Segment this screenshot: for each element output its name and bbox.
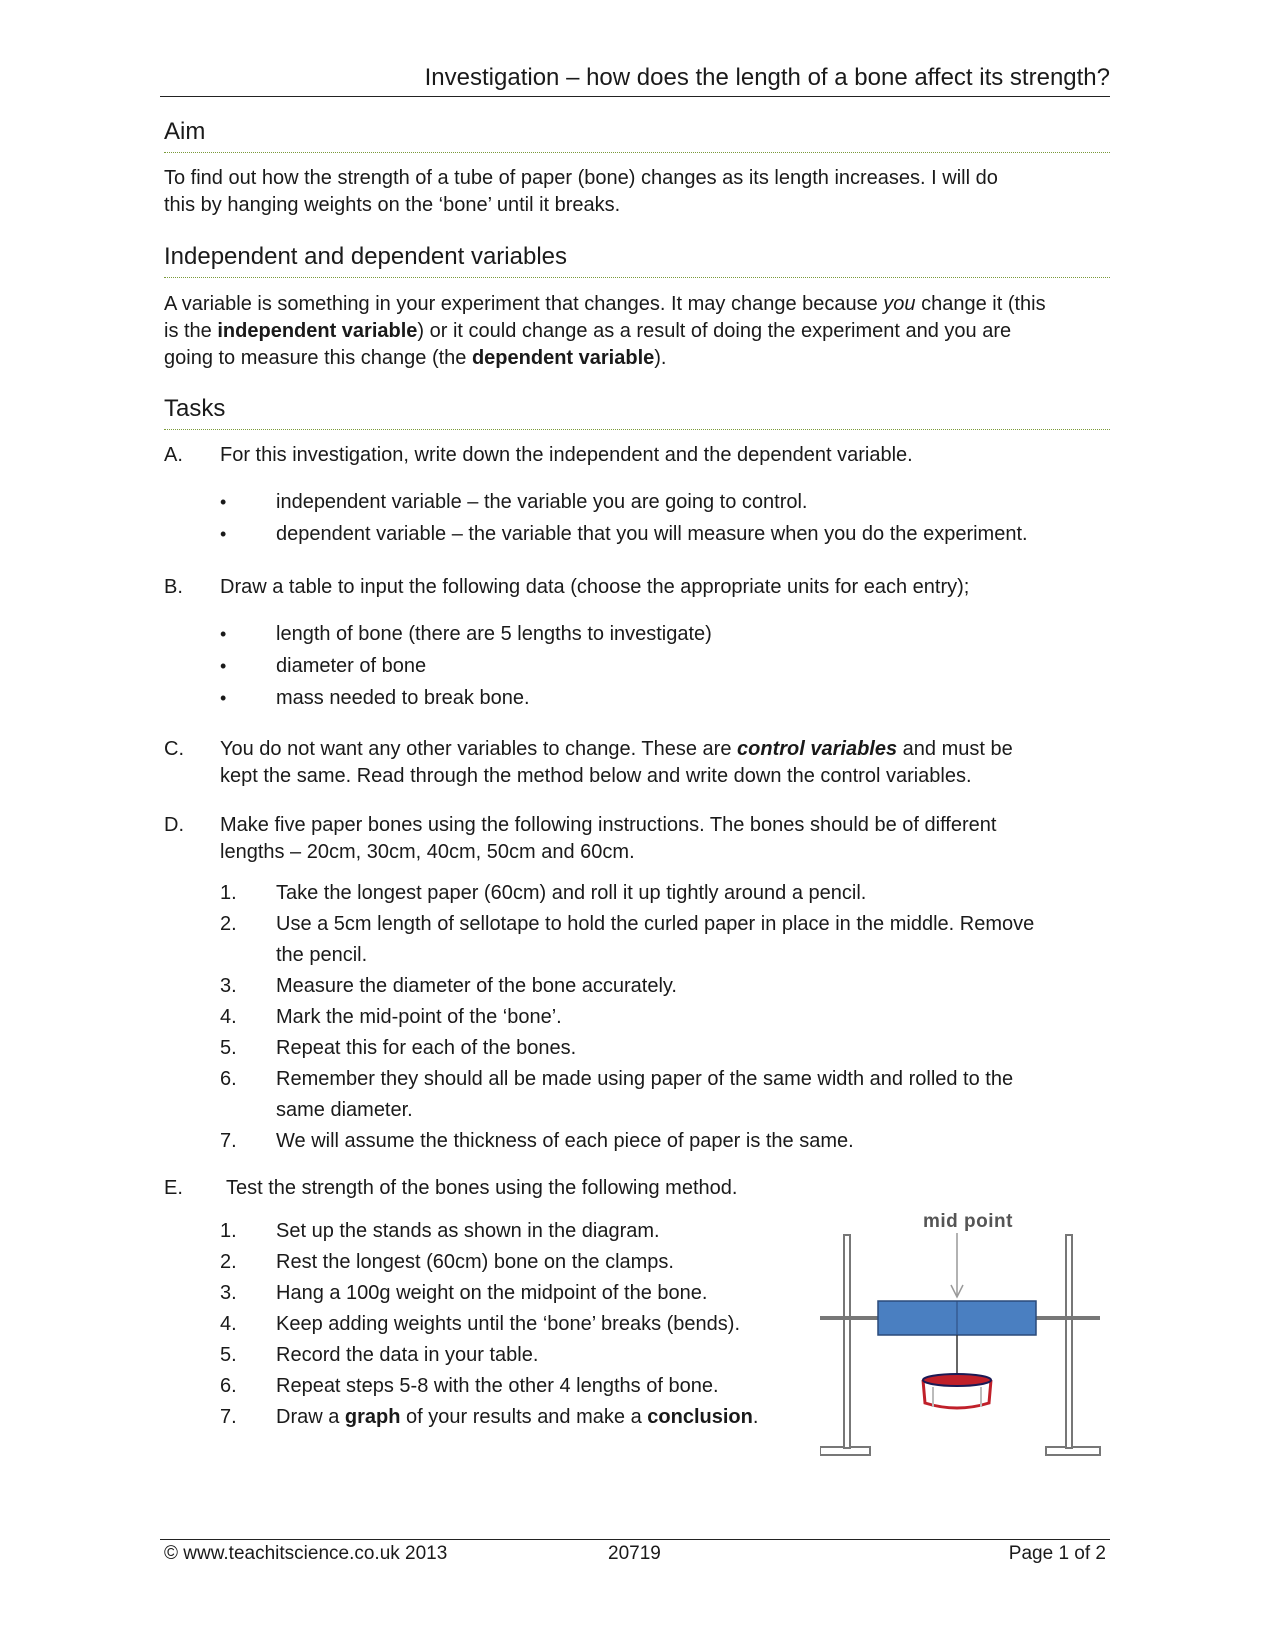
right-stand-rod bbox=[1066, 1235, 1072, 1448]
list-item: 7. Draw a graph of your results and make a conclusion. bbox=[220, 1406, 759, 1428]
list-item: • independent variable – the variable you are going to control. bbox=[212, 486, 1112, 518]
list-item: 2. Use a 5cm length of sellotape to hold the curled paper in place in the middle. Remove the pencil. bbox=[220, 913, 1035, 966]
task-a-bullets bbox=[212, 486, 1112, 550]
list-item: • length of bone (there are 5 lengths to investigate) bbox=[212, 618, 1112, 650]
variables-text bbox=[164, 291, 1110, 372]
graph-term: graph bbox=[344, 1406, 401, 1428]
page-number: Page 1 of 2 bbox=[1008, 1543, 1106, 1564]
list-item: 3. Hang a 100g weight on the midpoint of the bone. bbox=[220, 1282, 708, 1304]
page-footer bbox=[160, 1539, 1110, 1571]
list-item: 6. Remember they should all be made using paper of the same width and rolled to the same diameter. bbox=[220, 1068, 1014, 1121]
list-item: 4. Keep adding weights until the ‘bone’ breaks (bends). bbox=[220, 1313, 741, 1335]
dependent-variable-term: dependent variable bbox=[471, 347, 655, 369]
aim-text-line: To find out how the strength of a tube of paper (bone) changes as its length increases. I will do bbox=[164, 167, 998, 189]
aim-text-line: this by hanging weights on the ‘bone’ until it breaks. bbox=[164, 194, 621, 216]
task-d-steps bbox=[212, 878, 1112, 1157]
variables-text-line: is the independent variable) or it could change as a result of doing the experiment and you are bbox=[164, 320, 1012, 342]
task-text: Draw a table to input the following data (choose the appropriate units for each entry); bbox=[220, 576, 970, 598]
task-text: Test the strength of the bones using the following method. bbox=[226, 1177, 738, 1199]
list-item: 5. Repeat this for each of the bones. bbox=[220, 1037, 577, 1059]
task-e bbox=[164, 1175, 1110, 1202]
list-item: • dependent variable – the variable that you will measure when you do the experiment. bbox=[212, 518, 1112, 550]
apparatus-drawing bbox=[820, 1205, 1120, 1465]
list-item: 2. Rest the longest (60cm) bone on the clamps. bbox=[220, 1251, 674, 1273]
tasks-heading: Tasks bbox=[164, 395, 1110, 430]
list-item: • mass needed to break bone. bbox=[212, 682, 1112, 714]
task-letter: C. bbox=[164, 738, 184, 760]
control-variables-term: control variables bbox=[737, 738, 898, 760]
task-c bbox=[164, 736, 1110, 790]
task-text: You do not want any other variables to change. These are control variables and must be kept the same. Read through the method below and write down the control variables. bbox=[220, 738, 1013, 787]
task-letter: B. bbox=[164, 576, 183, 598]
task-b bbox=[164, 574, 1110, 601]
conclusion-term: conclusion bbox=[647, 1406, 753, 1428]
aim-heading: Aim bbox=[164, 118, 1110, 153]
list-item: 1. Set up the stands as shown in the diagram. bbox=[220, 1220, 660, 1242]
list-item: 1. Take the longest paper (60cm) and roll it up tightly around a pencil. bbox=[220, 882, 867, 904]
list-item: 7. We will assume the thickness of each piece of paper is the same. bbox=[220, 1130, 854, 1152]
task-letter: A. bbox=[164, 444, 183, 466]
task-a bbox=[164, 442, 1110, 469]
list-item: 5. Record the data in your table. bbox=[220, 1344, 539, 1366]
list-item: 3. Measure the diameter of the bone accurately. bbox=[220, 975, 677, 997]
task-letter: D. bbox=[164, 814, 184, 836]
left-stand-rod bbox=[844, 1235, 850, 1448]
variables-heading: Independent and dependent variables bbox=[164, 243, 1110, 278]
variables-text-line: A variable is something in your experiment that changes. It may change because you change it (this bbox=[164, 293, 1046, 315]
page-header bbox=[160, 64, 1110, 97]
apparatus-diagram bbox=[820, 1205, 1120, 1465]
aim-text bbox=[164, 165, 1110, 219]
list-item: • diameter of bone bbox=[212, 650, 1112, 682]
task-letter: E. bbox=[164, 1177, 183, 1199]
copyright-text: © www.teachitscience.co.uk 2013 bbox=[164, 1543, 448, 1564]
variables-text-line: going to measure this change (the dependent variable). bbox=[164, 347, 667, 369]
page-title: Investigation – how does the length of a bone affect its strength? bbox=[424, 64, 1110, 91]
list-item: 6. Repeat steps 5-8 with the other 4 lengths of bone. bbox=[220, 1375, 719, 1397]
mid-point-label: mid point bbox=[923, 1211, 1013, 1232]
task-b-bullets bbox=[212, 618, 1112, 714]
task-e-steps bbox=[212, 1216, 812, 1433]
task-text: For this investigation, write down the independent and the dependent variable. bbox=[220, 444, 913, 466]
resource-code: 20719 bbox=[608, 1543, 661, 1564]
independent-variable-term: independent variable bbox=[217, 320, 418, 342]
hanging-weight bbox=[923, 1374, 991, 1408]
list-item: 4. Mark the mid-point of the ‘bone’. bbox=[220, 1006, 562, 1028]
task-text: Make five paper bones using the following instructions. The bones should be of different lengths – 20cm, 30cm, 40cm, 50cm and 60cm. bbox=[220, 814, 997, 863]
task-d bbox=[164, 812, 1110, 866]
